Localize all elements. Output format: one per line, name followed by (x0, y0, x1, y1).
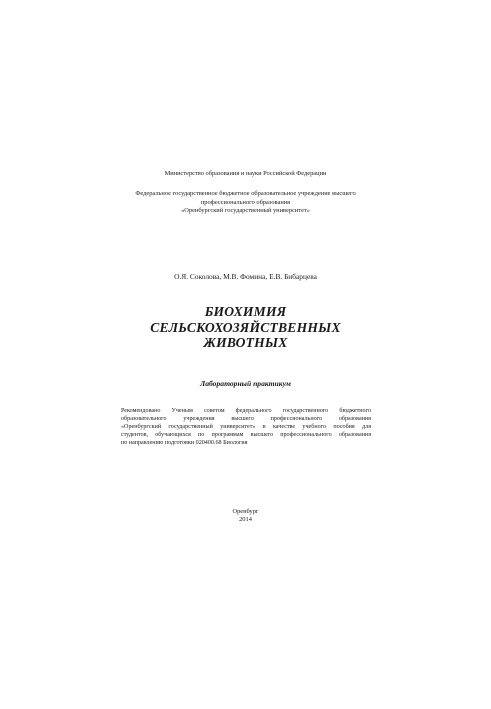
book-title-line: ЖИВОТНЫХ (203, 335, 288, 350)
recommendation-text (121, 408, 371, 448)
imprint-city: Оренбург (232, 508, 259, 515)
imprint (0, 508, 491, 525)
book-subtitle: Лабораторный практикум (199, 379, 292, 388)
institution-name (0, 190, 491, 216)
book-title (0, 304, 491, 351)
recommendation-line: Рекомендовано Ученым советом федерального государственного бюджетного (121, 408, 371, 414)
recommendation-line: «Оренбургский государственный университет» в качестве учебного пособия для (121, 423, 371, 430)
ministry-name: Министерство образования и науки Российской Федерации (164, 170, 327, 177)
institution-line: профессионального образования (200, 198, 291, 206)
book-title-line: БИОХИМИЯ (204, 304, 287, 319)
recommendation-line: образовательного учреждения высшего профессионального образования (121, 415, 371, 422)
recommendation-line: студентов, обучающихся по программам высшего профессионального образования (121, 431, 371, 438)
institution-line: Федеральное государственное бюджетное образовательное учреждение высшего (135, 190, 356, 197)
book-title-line: СЕЛЬСКОХОЗЯЙСТВЕННЫХ (150, 319, 341, 335)
imprint-year: 2014 (239, 516, 252, 524)
recommendation-line: по направлению подготовки 020400.68 Биология (121, 439, 248, 446)
institution-line: «Оренбургский государственный университет» (181, 207, 310, 215)
authors: О.Я. Соколова, М.В. Фомина, Е.В. Бибарцева (174, 272, 317, 281)
